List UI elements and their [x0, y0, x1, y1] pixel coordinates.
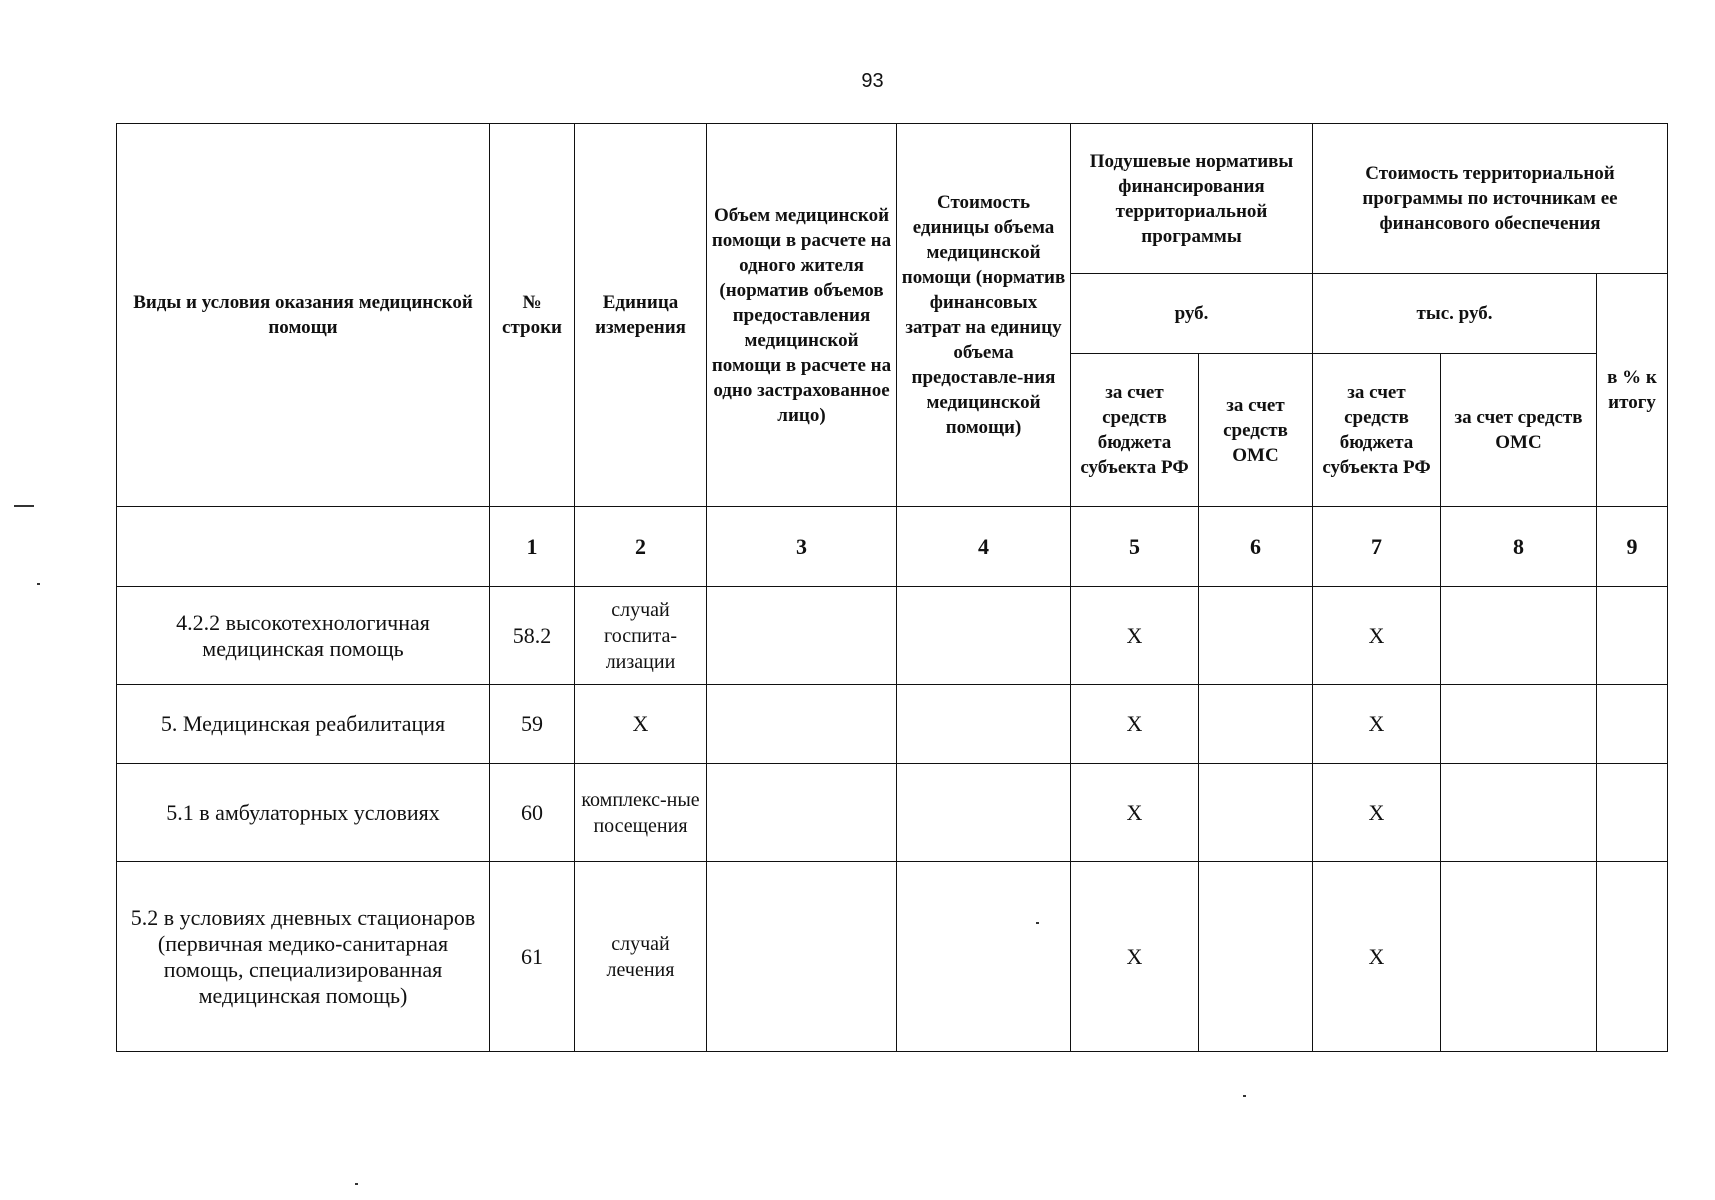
row-cell: X: [1071, 764, 1199, 862]
row-cell: [897, 685, 1071, 764]
header-types: Виды и условия оказания медицинской помощи: [117, 124, 490, 507]
header-percent: в % к итогу: [1597, 274, 1668, 507]
row-name: 5. Медицинская реабилитация: [117, 685, 490, 764]
row-cell: [1597, 862, 1668, 1052]
row-cell: X: [1071, 587, 1199, 685]
table-row: [117, 862, 1668, 1052]
row-number: 60: [490, 764, 575, 862]
row-cell: [897, 862, 1071, 1052]
row-cell: [1199, 587, 1313, 685]
page-number: 93: [861, 70, 884, 92]
row-cell: [707, 685, 897, 764]
column-number-cell: 3: [707, 507, 897, 587]
row-cell: X: [1313, 862, 1441, 1052]
header-rub: руб.: [1071, 274, 1313, 354]
row-number: 61: [490, 862, 575, 1052]
row-unit: X: [575, 685, 707, 764]
row-cell: X: [1313, 685, 1441, 764]
column-number-cell: 9: [1597, 507, 1668, 587]
header-budget-5: за счет средств бюджета субъекта РФ: [1071, 354, 1199, 507]
row-cell: [1199, 862, 1313, 1052]
column-number-row: [117, 507, 1668, 587]
row-cell: [1199, 685, 1313, 764]
header-thous-rub: тыс. руб.: [1313, 274, 1597, 354]
row-cell: X: [1313, 764, 1441, 862]
scan-speck: [37, 583, 40, 585]
row-cell: X: [1071, 862, 1199, 1052]
row-cell: [1199, 764, 1313, 862]
header-per-capita: Подушевые нормативы финансирования территориальной программы: [1071, 124, 1313, 274]
header-budget-7: за счет средств бюджета субъекта РФ: [1313, 354, 1441, 507]
table-row: [117, 587, 1668, 685]
row-number: 59: [490, 685, 575, 764]
row-cell: X: [1313, 587, 1441, 685]
row-cell: [1597, 764, 1668, 862]
row-cell: [1441, 764, 1597, 862]
header-row-no: № строки: [490, 124, 575, 507]
scan-speck: [1243, 1095, 1246, 1097]
column-number-cell: 5: [1071, 507, 1199, 587]
row-cell: [1597, 685, 1668, 764]
row-cell: [897, 764, 1071, 862]
row-cell: [707, 587, 897, 685]
row-cell: [1441, 685, 1597, 764]
column-number-cell: 6: [1199, 507, 1313, 587]
row-unit: комплекс-ные посещения: [575, 764, 707, 862]
header-unit: Единица измерения: [575, 124, 707, 507]
scan-speck: [14, 505, 34, 507]
header-volume: Объем медицинской помощи в расчете на одного жителя (норматив объемов предоставления медицинской помощи в расчете на одно застрахованное лицо): [707, 124, 897, 507]
header-program-cost: Стоимость территориальной программы по источникам ее финансового обеспечения: [1313, 124, 1668, 274]
header-oms-8: за счет средств ОМС: [1441, 354, 1597, 507]
row-name: 4.2.2 высокотехнологичная медицинская помощь: [117, 587, 490, 685]
row-unit: случай лечения: [575, 862, 707, 1052]
row-unit: случай госпита-лизации: [575, 587, 707, 685]
column-number-cell: 2: [575, 507, 707, 587]
table-row: [117, 685, 1668, 764]
row-cell: [707, 764, 897, 862]
scan-speck: [355, 1183, 358, 1185]
header-unit-cost: Стоимость единицы объема медицинской помощи (норматив финансовых затрат на единицу объема предоставле-ния медицинской помощи): [897, 124, 1071, 507]
row-cell: X: [1071, 685, 1199, 764]
row-name: 5.2 в условиях дневных стационаров (первичная медико-санитарная помощь, специализированная медицинская помощь): [117, 862, 490, 1052]
budget-table: [116, 123, 1668, 1052]
column-number-cell: [117, 507, 490, 587]
column-number-cell: 8: [1441, 507, 1597, 587]
row-cell: [897, 587, 1071, 685]
header-oms-6: за счет средств ОМС: [1199, 354, 1313, 507]
row-number: 58.2: [490, 587, 575, 685]
scan-speck: [1036, 922, 1039, 924]
row-cell: [1441, 862, 1597, 1052]
column-number-cell: 7: [1313, 507, 1441, 587]
column-number-cell: 1: [490, 507, 575, 587]
column-number-cell: 4: [897, 507, 1071, 587]
table-row: [117, 764, 1668, 862]
row-cell: [707, 862, 897, 1052]
row-cell: [1441, 587, 1597, 685]
row-cell: [1597, 587, 1668, 685]
row-name: 5.1 в амбулаторных условиях: [117, 764, 490, 862]
